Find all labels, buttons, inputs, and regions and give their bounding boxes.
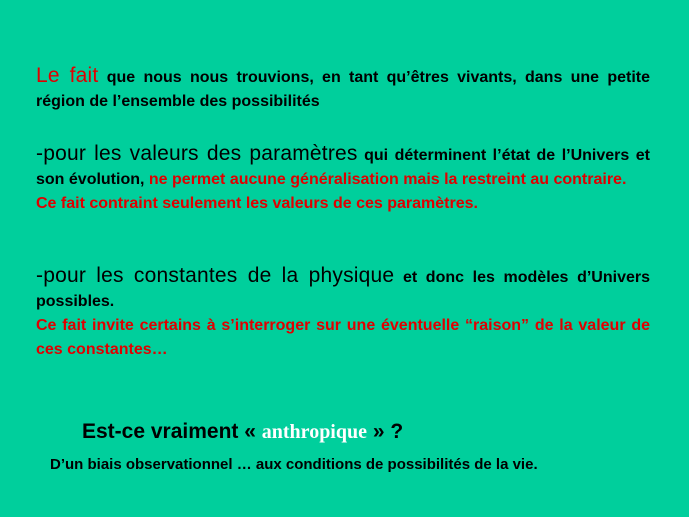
constantes-lead: -pour les constantes de la physique <box>36 264 395 287</box>
parametres-conclusion: Ce fait contraint seulement les valeurs de ces paramètres. <box>36 195 478 212</box>
le-fait-text: que nous nous trouvions, en tant qu’êtres vivants, dans une petite région de l’ensemble des possibilités <box>36 69 651 110</box>
question-after: » ? <box>367 420 404 443</box>
paragraph-constantes <box>36 264 650 362</box>
paragraph-le-fait <box>36 64 650 114</box>
parametres-text: qui déterminent l’état de l’Univers et son évolution, <box>36 147 651 188</box>
question-keyword: anthropique <box>261 421 367 443</box>
question-before: Est-ce vraiment « <box>82 420 262 443</box>
parametres-red-text: ne permet aucune généralisation mais la restreint au contraire. <box>144 171 627 188</box>
anthropic-question <box>82 420 403 444</box>
le-fait-lead: Le fait <box>36 64 99 87</box>
bottom-note: D’un biais observationnel … aux conditions de possibilités de la vie. <box>50 456 538 473</box>
constantes-text: et donc les modèles d’Univers possibles. <box>36 269 650 310</box>
parametres-lead: -pour les valeurs des paramètres <box>36 142 358 165</box>
constantes-conclusion: Ce fait invite certains à s’interroger sur une éventuelle “raison” de la valeur de ces constantes… <box>36 317 650 358</box>
paragraph-parametres <box>36 142 650 216</box>
